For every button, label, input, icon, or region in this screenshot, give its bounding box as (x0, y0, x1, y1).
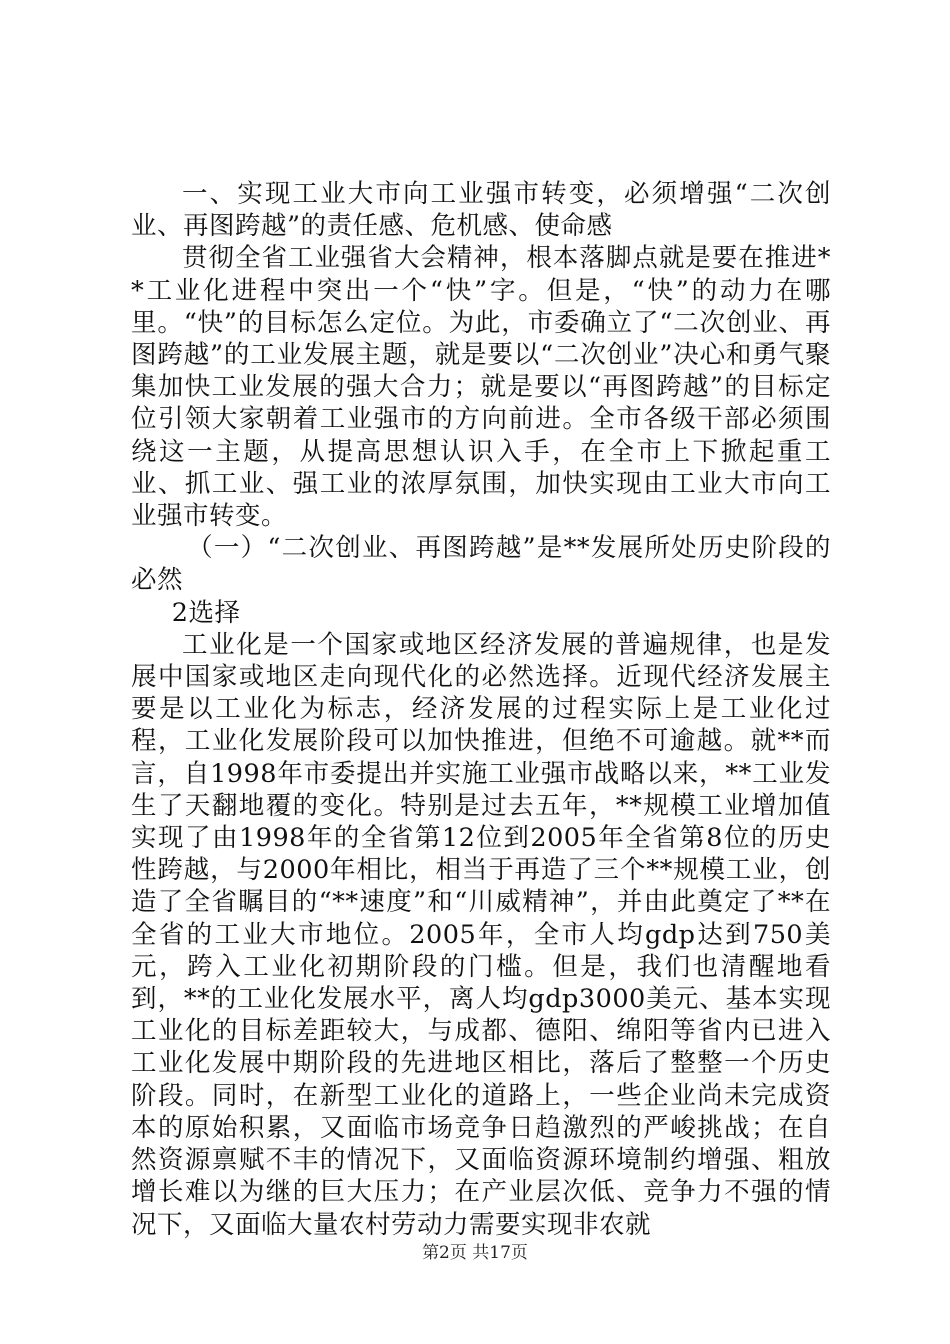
document-body (131, 178, 831, 1241)
paragraph-1: 贯彻全省工业强省大会精神，根本落脚点就是要在推进**工业化进程中突出一个“快”字。但是，“快”的动力在哪里。“快”的目标怎么定位。为此，市委确立了“二次创业、再图跨越”的工业发展主题，就是要以“二次创业”决心和勇气聚集加快工业发展的强大合力；就是要以“再图跨越”的目标定位引领大家朝着工业强市的方向前进。全市各级干部必须围绕这一主题，从提高思想认识入手，在全市上下掀起重工业、抓工业、强工业的浓厚氛围，加快实现由工业大市向工业强市转变。 (131, 243, 831, 532)
page-footer (0, 1243, 950, 1263)
page-number-label: 第2页 共17页 (422, 1243, 528, 1263)
paragraph-2: 工业化是一个国家或地区经济发展的普遍规律，也是发展中国家或地区走向现代化的必然选择。近现代经济发展主要是以工业化为标志，经济发展的过程实际上是工业化过程，工业化发展阶段可以加快推进，但绝不可逾越。就**而言，自1998年市委提出并实施工业强市战略以来，**工业发生了天翻地覆的变化。特别是过去五年，**规模工业增加值实现了由1998年的全省第12位到2005年全省第8位的历史性跨越，与2000年相比，相当于再造了三个**规模工业，创造了全省瞩目的“**速度”和“川威精神”，并由此奠定了**在全省的工业大市地位。2005年，全市人均gdp达到750美元，跨入工业化初期阶段的门槛。但是，我们也清醒地看到，**的工业化发展水平，离人均gdp3000美元、基本实现工业化的目标差距较大，与成都、德阳、绵阳等省内已进入工业化发展中期阶段的先进地区相比，落后了整整一个历史阶段。同时，在新型工业化的道路上，一些企业尚未完成资本的原始积累，又面临市场竞争日趋激烈的严峻挑战；在自然资源禀赋不丰的情况下，又面临资源环境制约增强、粗放增长难以为继的巨大压力；在产业层次低、竞争力不强的情况下，又面临大量农村劳动力需要实现非农就 (131, 629, 831, 1240)
section-heading-1: 一、实现工业大市向工业强市转变，必须增强“二次创业、再图跨越”的责任感、危机感、使命感 (131, 179, 831, 242)
subsection-heading-1: （一）“二次创业、再图跨越”是**发展所处历史阶段的必然 (131, 533, 831, 596)
subsection-label: 2选择 (171, 597, 241, 628)
